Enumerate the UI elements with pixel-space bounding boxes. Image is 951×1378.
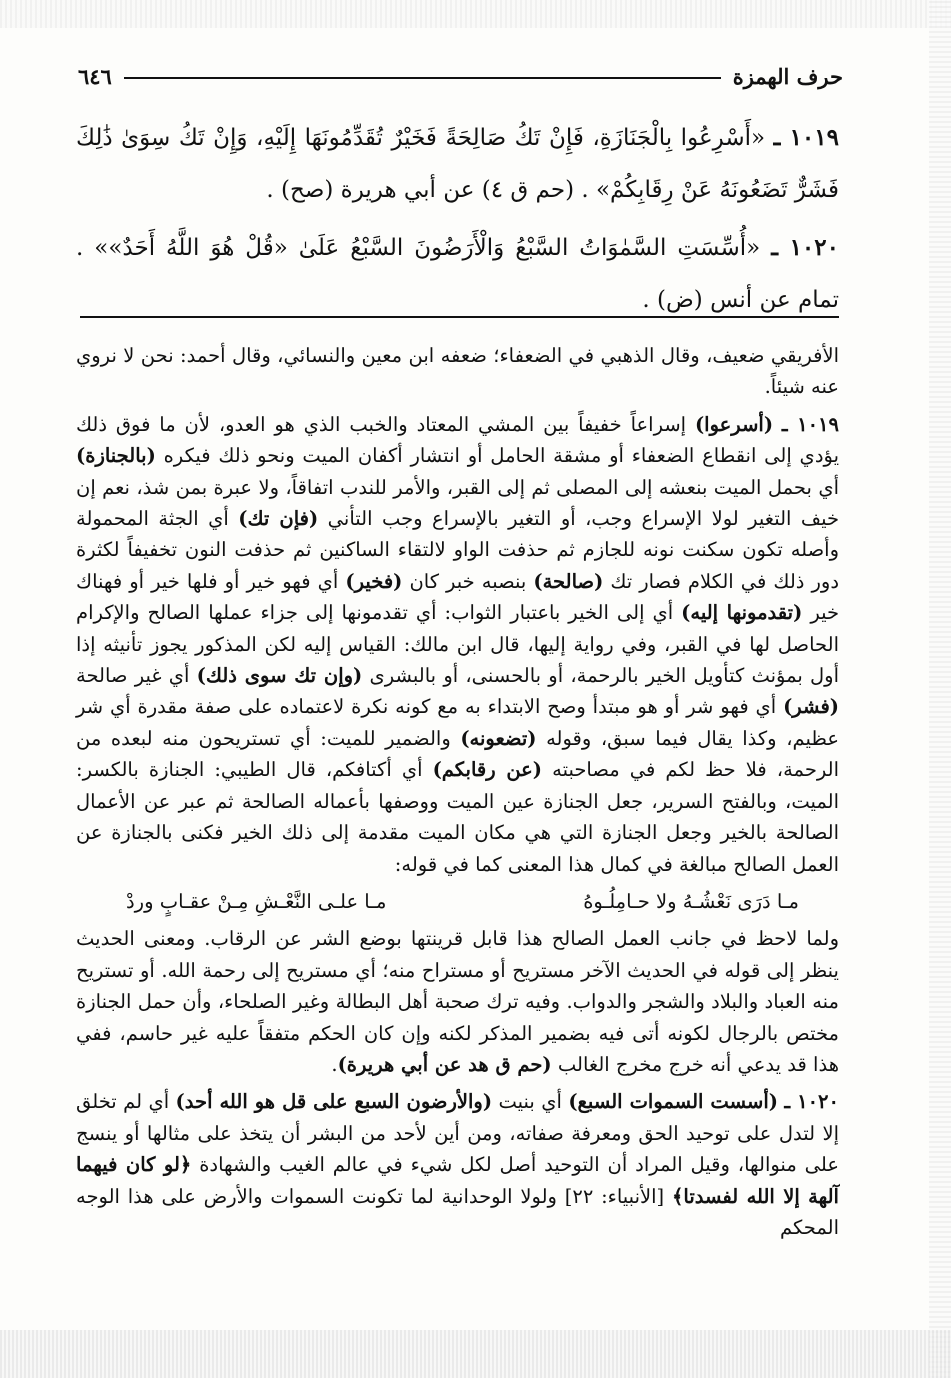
chapter-title: حرف الهمزة bbox=[732, 63, 843, 89]
commentary-text: أي غير صالحة bbox=[76, 664, 190, 688]
hadith-section bbox=[76, 112, 839, 326]
commentary-text: الأفريقي ضعيف، وقال الذهبي في الضعفاء؛ ضعفه ابن معين والنسائي، وقال أحمد: نحن لا نروي عنه شيئاً. bbox=[76, 344, 839, 399]
page-number: ٦٤٦ bbox=[78, 63, 112, 89]
keyword: (صالحة) bbox=[533, 569, 604, 593]
hadith-text: «أُسِّسَتِ السَّمٰوَاتُ السَّبْعُ وَالْأَرَضُونَ السَّبْعُ عَلَىٰ «قُلْ هُوَ اللَّهُ أَحَدٌ»» . تمام عن أنس (ض) . bbox=[76, 235, 839, 313]
hadith-entry bbox=[76, 222, 839, 326]
commentary-section bbox=[76, 340, 839, 1243]
hadith-text: «أَسْرِعُوا بِالْجَنَازَةِ، فَإِنْ تَكُ صَالِحَةً فَخَيْرٌ تُقَدِّمُونَهَا إِلَيْهِ، وَإِنْ تَكُ سِوَىٰ ذَٰلِكَ فَشَرٌّ تَضَعُونَهُ عَنْ رِقَابِكُمْ» . (حم ق ٤) عن أبي هريرة (صح) . bbox=[76, 125, 839, 203]
keyword: (فخير) bbox=[345, 569, 403, 593]
commentary-text: ولما لاحظ في جانب العمل الصالح هذا قابل قرينتها بوضع الشر عن الرقاب. ومعنى الحديث ينظر إلى قوله في الحديث الآخر مستريح أو مستراح منه؛ أي مستريح إلى رحمة الله. أو تستريح منه العباد والبلاد والشجر والدواب. وفيه ترك صحبة أهل البطالة وغير الصلحاء، وأن حمل الجنازة مختص بالرجال لكونه أتى فيه بضمير المذكر لكنه وإن كان الحكم متفقاً عليه غير حاسم، ففي هذا قد يدعي أنه خرج مخرج الغالب bbox=[76, 927, 839, 1076]
commentary-number: ١٠١٩ ـ bbox=[781, 412, 839, 436]
keyword: (فإن تك) bbox=[238, 507, 319, 531]
hadith-number: ١٠١٩ ـ bbox=[773, 124, 839, 151]
commentary-paragraph bbox=[76, 409, 839, 880]
keyword: (عن رقابكم) bbox=[432, 758, 543, 782]
commentary-paragraph bbox=[76, 1086, 839, 1243]
keyword: (أسست السموات السبع) bbox=[568, 1090, 778, 1114]
commentary-text: أي بنيت bbox=[498, 1090, 562, 1114]
commentary-text: والضمير للميت: أي تستريحون منه لبعده من الرحمة، فلا حظ لكم في مصاحبته bbox=[76, 726, 840, 782]
verse-second-hemistich: مـا علـى النَّعْـشِ مِـنْ عقـابٍ وردْ bbox=[126, 889, 387, 913]
page-header bbox=[78, 58, 843, 94]
commentary-text: أي فهو خير أو فلها خير أو فهناك خير bbox=[76, 569, 840, 625]
commentary-number: ١٠٢٠ ـ bbox=[784, 1090, 839, 1114]
keyword: (تضعونه) bbox=[460, 726, 537, 750]
keyword: (فشر) bbox=[783, 695, 839, 719]
commentary-text: أي أكتافكم، قال الطيبي: الجنازة بالكسر: الميت، وبالفتح السرير، جعل الجنازة عين الميت ووصفها بأعماله الصالحة ثم عبر عن الأعمال الصالحة بالخير وجعل الجنازة التي هي مكان الميت مقدمة إلى ذلك الخير فكنى بالجنازة عن العمل الصالح مبالغة في كمال هذا المعنى كما في قوله: bbox=[76, 758, 839, 876]
keyword: ﴿لو كان فيهما آلهة إلا الله لفسدتا﴾ bbox=[76, 1153, 839, 1208]
commentary-text: أي لم تخلق إلا لتدل على توحيد الحق ومعرفة صفاته، ومن أين لأحد من البشر أن يتخذ على مثالها أو ينسج على منوالها، وقيل المراد أن التوحيد أصل لكل شيء في عالم الغيب والشهادة bbox=[76, 1090, 839, 1177]
commentary-text: أي إلى الخير باعتبار الثواب: أي تقدمونها إلى جزاء عملها الصالح والإكرام الحاصل لها في القبر، وفي رواية إليها، قال ابن مالك: القياس إليه لكن المذكور يجوز تأنيثه إذا أول بمؤنث كتأويل الخير بالرحمة، أو بالحسنى، أو بالبشرى bbox=[76, 601, 840, 688]
poetry-verse bbox=[76, 880, 839, 923]
keyword: (والأرضون السبع على قل هو الله أحد) bbox=[175, 1090, 493, 1114]
commentary-text: أي بحمل الميت بنعشه إلى المصلى ثم إلى القبر، والأمر للندب اتفاقاً، ولا عبرة بمن شذ، نعم إن خيف التغير لولا الإسراع وجب، أو التغير بالإسراع وجب التأني bbox=[76, 475, 840, 531]
commentary-paragraph bbox=[76, 340, 839, 403]
keyword: (تقدمونها إليه) bbox=[681, 601, 803, 625]
scan-edge-top bbox=[0, 0, 951, 28]
keyword: (وإن تك سوى ذلك) bbox=[196, 664, 363, 688]
keyword: (حم ق هد عن أبي هريرة) bbox=[337, 1052, 552, 1076]
commentary-text: [الأنبياء: ٢٢] ولولا الوحدانية لما تكونت السموات والأرض على هذا الوجه المحكم bbox=[76, 1184, 839, 1239]
commentary-text: . bbox=[331, 1052, 338, 1076]
scan-edge-bottom bbox=[0, 1330, 951, 1378]
commentary-paragraph bbox=[76, 923, 839, 1080]
scan-edge-right bbox=[929, 0, 951, 1378]
commentary-text: أي الجثة المحمولة وأصله تكون سكنت نونه للجازم ثم حذفت الواو لالتقاء الساكنين ثم حذفت النون تخفيفاً لكثرة دور ذلك في الكلام فصار تك bbox=[76, 507, 840, 593]
commentary-text: أي فهو شر أو هو مبتدأ وصح الابتداء به مع كونه نكرة لاعتماده على صفة مقدرة أي شر عظيم، وكذا يقال فيما سبق، وقوله bbox=[76, 695, 839, 750]
section-divider bbox=[80, 316, 839, 318]
commentary-text: بنصبه خبر كان bbox=[409, 569, 527, 593]
hadith-number: ١٠٢٠ ـ bbox=[771, 234, 839, 261]
keyword: (أسرعوا) bbox=[694, 412, 774, 436]
commentary-text: إسراعاً خفيفاً بين المشي المعتاد والخبب الذي هو العدو، لأن ما فوق ذلك يؤدي إلى انقطاع الضعفاء أو مشقة الحامل أو انتشار أكفان الميت ونحو ذلك فيكره bbox=[76, 412, 840, 468]
header-rule bbox=[124, 77, 721, 79]
keyword: (بالجنازة) bbox=[76, 444, 156, 468]
hadith-entry bbox=[76, 112, 839, 216]
verse-first-hemistich: مـا دَرَى نَعْشُـهُ ولا حـامِلُـوهُ bbox=[583, 889, 799, 913]
